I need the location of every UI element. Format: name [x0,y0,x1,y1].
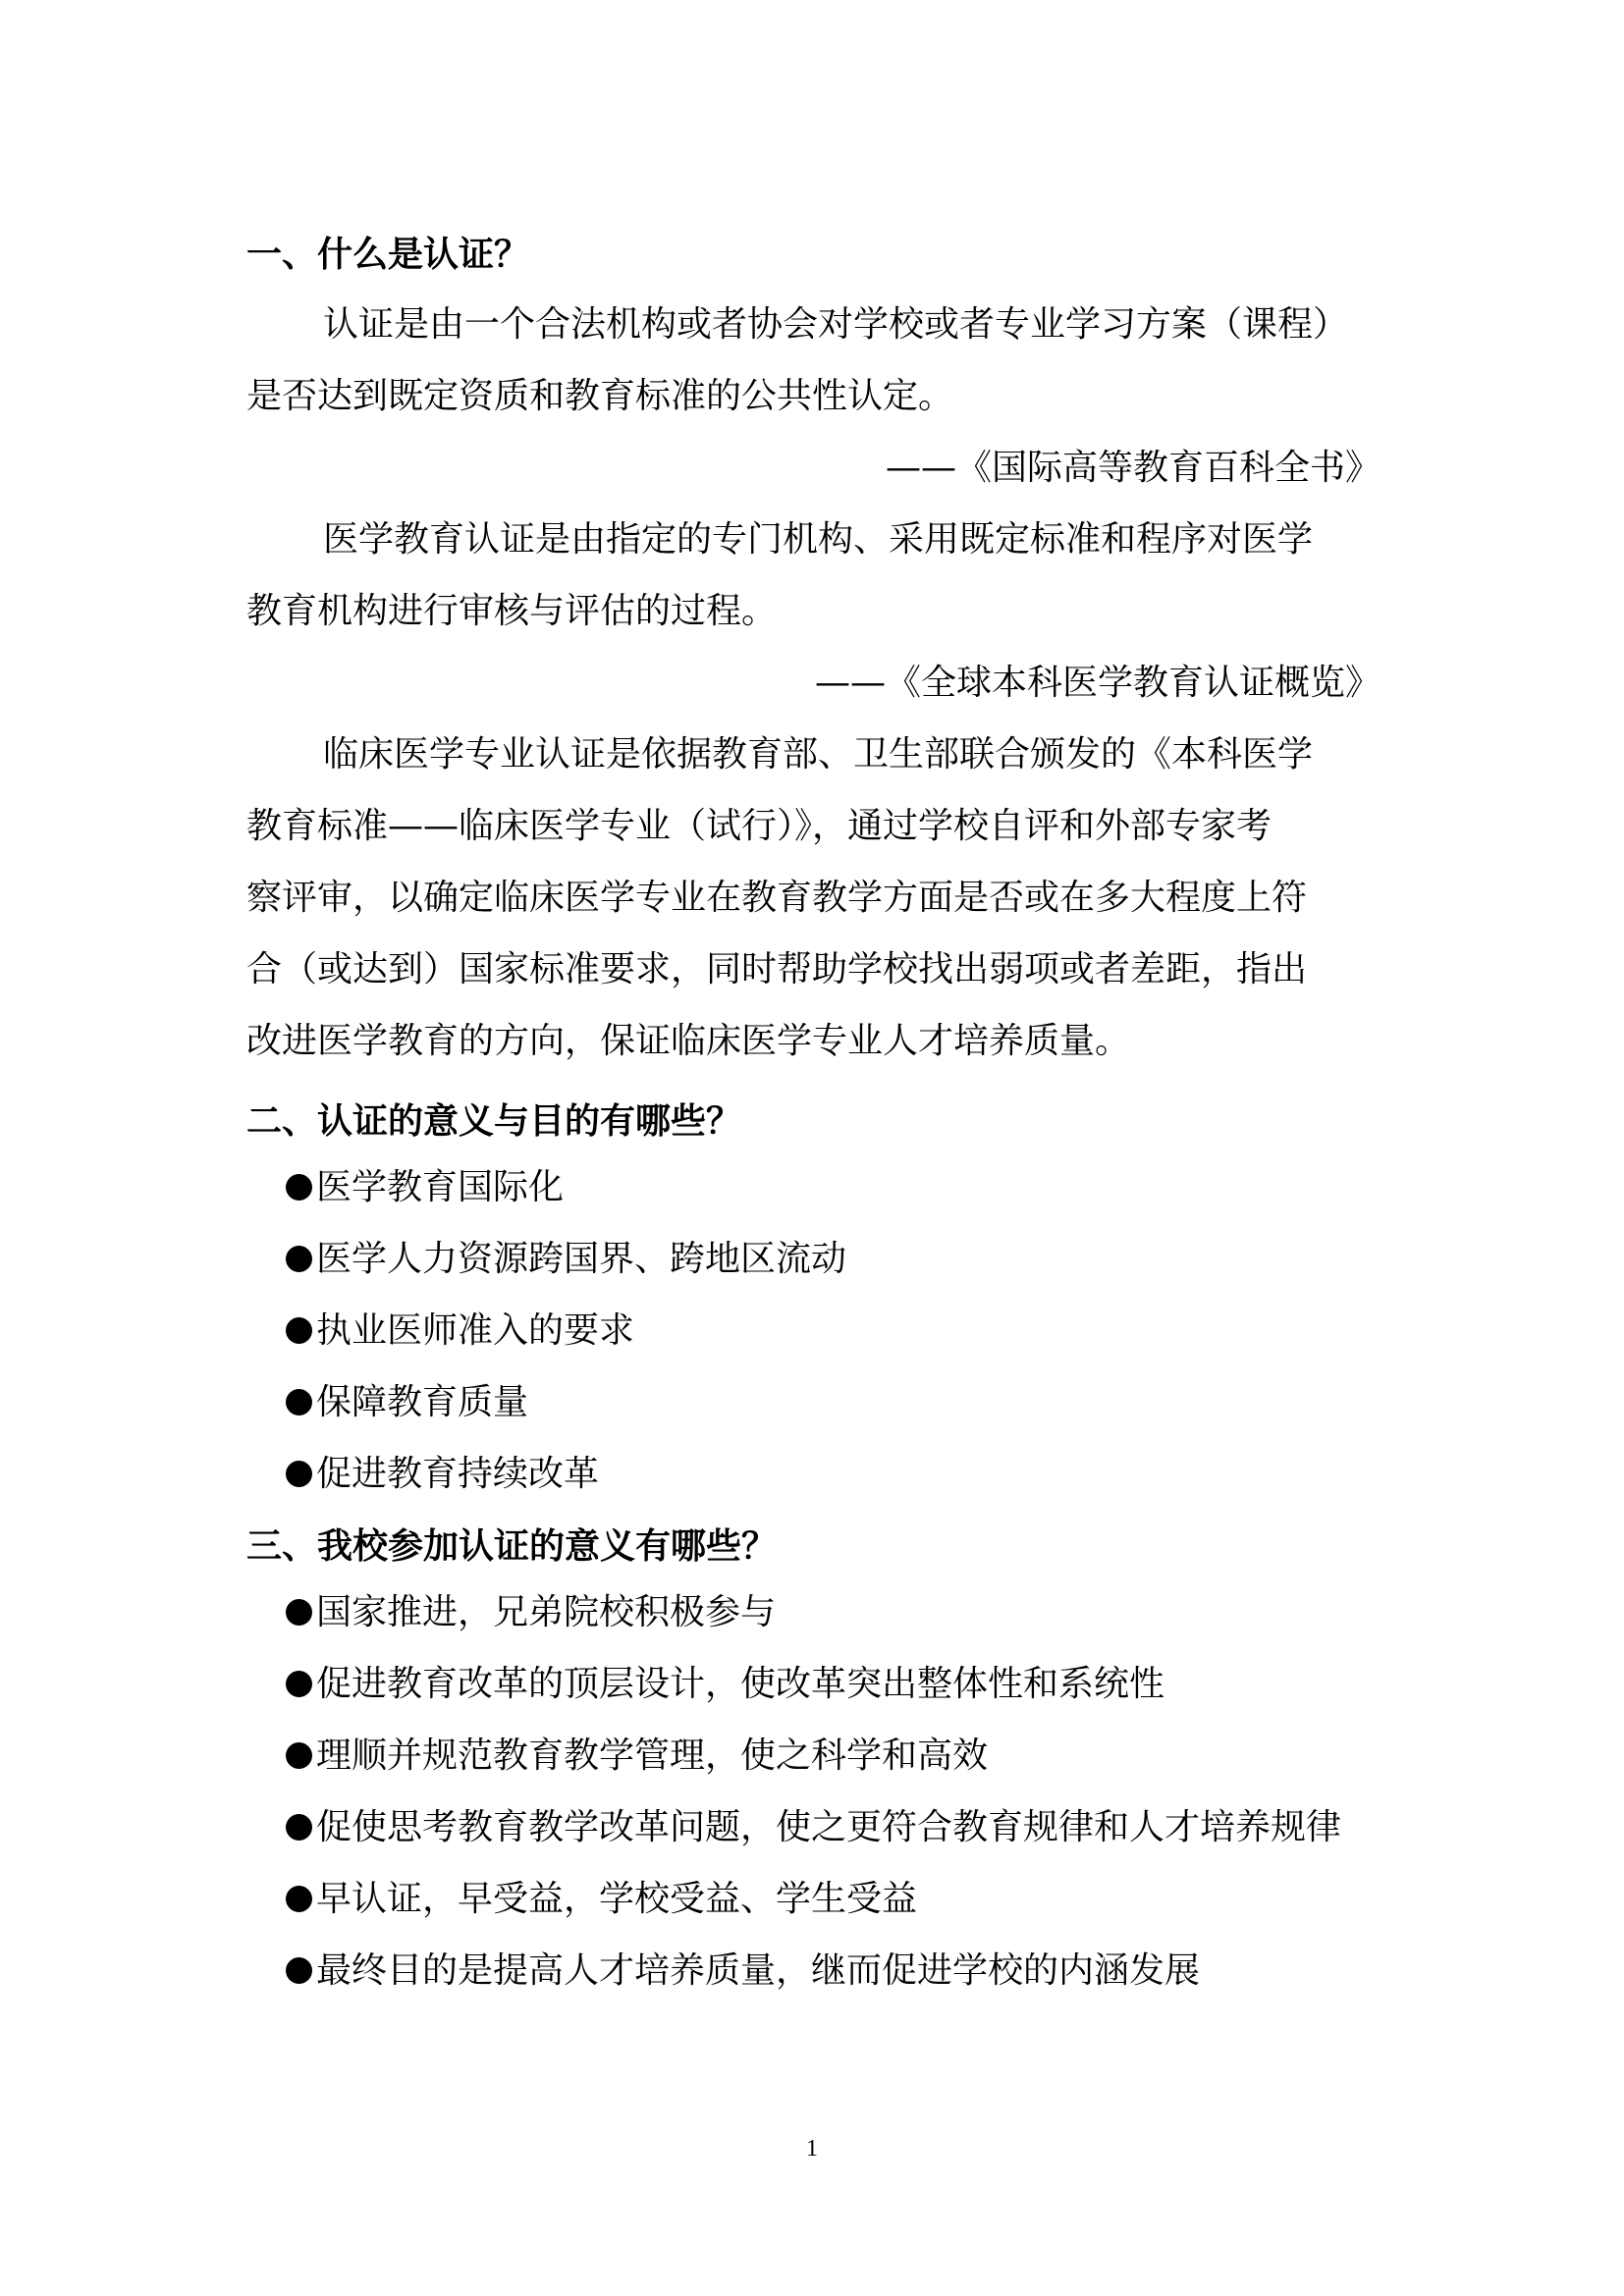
bullet-icon [286,1174,312,1201]
list-item-text: 早认证，早受益，学校受益、学生受益 [316,1879,918,1919]
bullet-icon [286,1317,312,1344]
citation-source: ——《国际高等教育百科全书》 [885,448,1380,488]
section-heading-purpose: 二、认证的意义与目的有哪些？ [246,1101,742,1142]
page-number: 1 [806,2136,818,2162]
list-item [246,1720,1425,1791]
list-item [246,1576,1425,1648]
paragraph-line: 改进医学教育的方向，保证临床医学专业人才培养质量。 [246,1021,1131,1061]
school-bullet-list [246,1576,1425,2006]
bullet-icon [286,1246,312,1272]
list-item [246,1791,1425,1863]
bullet-icon [286,1671,312,1697]
list-item [246,1223,1425,1295]
paragraph-line: 是否达到既定资质和教育标准的公共性认定。 [246,376,954,416]
list-item [246,1366,1425,1438]
section-heading-what-is-accreditation: 一、什么是认证？ [246,235,530,275]
list-item [246,1295,1425,1366]
bullet-icon [286,1461,312,1487]
list-item-text: 促进教育改革的顶层设计，使改革突出整体性和系统性 [316,1664,1165,1704]
paragraph-line: 教育标准——临床医学专业（试行）》，通过学校自评和外部专家考 [246,806,1272,846]
list-item-text: 医学教育国际化 [316,1167,565,1207]
list-item-text: 执业医师准入的要求 [316,1310,635,1351]
list-item-text: 理顺并规范教育教学管理，使之科学和高效 [316,1735,989,1776]
paragraph-clinical-accreditation [246,719,1385,1077]
list-item-text: 促进教育持续改革 [316,1454,600,1494]
paragraph-line: 临床医学专业认证是依据教育部、卫生部联合颁发的《本科医学 [323,734,1314,774]
list-item-text: 促使思考教育教学改革问题，使之更符合教育规律和人才培养规律 [316,1807,1342,1847]
paragraph-line: 教育机构进行审核与评估的过程。 [246,591,778,631]
list-item [246,1151,1425,1223]
list-item-text: 保障教育质量 [316,1382,529,1422]
bullet-icon [286,1957,312,1984]
paragraph-line: 察评审，以确定临床医学专业在教育教学方面是否或在多大程度上符 [246,878,1308,918]
list-item [246,1935,1425,2006]
list-item-text: 国家推进，兄弟院校积极参与 [316,1592,777,1632]
section-heading-our-school: 三、我校参加认证的意义有哪些？ [246,1526,778,1567]
list-item [246,1648,1425,1720]
bullet-icon [286,1599,312,1626]
paragraph-definition-medical [246,504,1385,647]
list-item [246,1438,1425,1510]
list-item-text: 医学人力资源跨国界、跨地区流动 [316,1239,847,1279]
paragraph-line: 合（或达到）国家标准要求，同时帮助学校找出弱项或者差距，指出 [246,949,1308,989]
bullet-icon [286,1742,312,1769]
document-body [246,234,1425,2006]
list-item-text: 最终目的是提高人才培养质量，继而促进学校的内涵发展 [316,1950,1201,1991]
paragraph-line: 医学教育认证是由指定的专门机构、采用既定标准和程序对医学 [323,519,1314,560]
list-item [246,1863,1425,1935]
bullet-icon [286,1814,312,1841]
paragraph-definition-general [246,289,1385,432]
citation-source: ——《全球本科医学教育认证概览》 [814,663,1380,703]
paragraph-line: 认证是由一个合法机构或者协会对学校或者专业学习方案（课程） [323,304,1349,345]
bullet-icon [286,1389,312,1415]
bullet-icon [286,1886,312,1912]
purpose-bullet-list [246,1151,1425,1510]
